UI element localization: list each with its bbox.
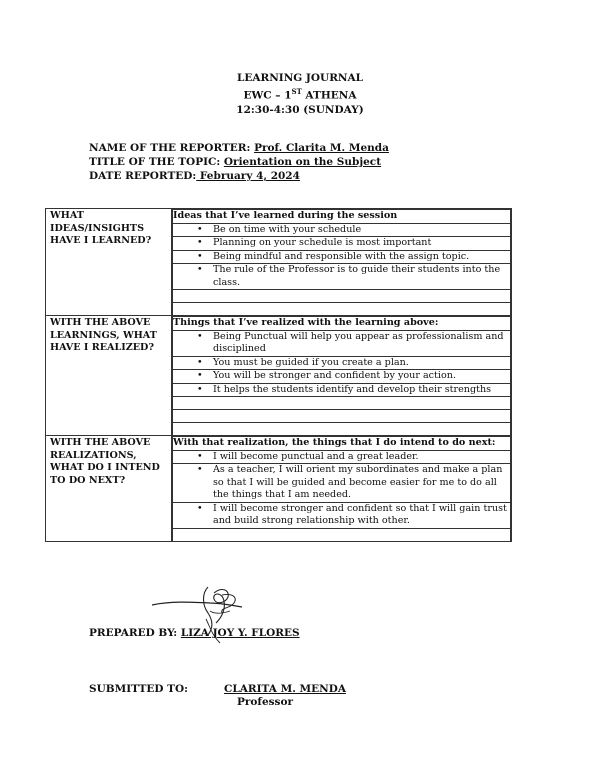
question-cell: WITH THE ABOVE REALIZATIONS, WHAT DO I INTEND TO DO NEXT? (46, 436, 172, 542)
recipient-title: Professor (237, 696, 293, 708)
section-heading: With that realization, the things that I do intend to do next: (173, 437, 511, 451)
document-header (0, 71, 600, 117)
question-cell: WITH THE ABOVE LEARNINGS, WHAT HAVE I REALIZED? (46, 316, 172, 436)
journal-table (45, 208, 512, 542)
report-meta (89, 141, 389, 183)
answer-cell (172, 316, 512, 436)
section-heading: Ideas that I’ve learned during the session (173, 210, 511, 224)
section-learned (46, 209, 512, 316)
list-item: • As a teacher, I will orient my subordinates and make a plan so that I will be guided and become easier for me to do all the things that I am needed. (173, 464, 511, 503)
list-item: • I will become punctual and a great leader. (173, 450, 511, 464)
list-item: • Being mindful and responsible with the assign topic. (173, 250, 511, 264)
list-item: • Being Punctual will help you appear as professionalism and disciplined (173, 330, 511, 356)
reporter-name: Prof. Clarita M. Menda (254, 142, 389, 154)
answer-cell (172, 209, 512, 316)
blank-row (173, 528, 511, 541)
reporter-line: NAME OF THE REPORTER: Prof. Clarita M. Menda (89, 142, 389, 154)
list-item: • I will become stronger and confident so that I will gain trust and build strong relationship with other. (173, 502, 511, 528)
topic-line: TITLE OF THE TOPIC: Orientation on the Subject (89, 156, 382, 168)
submitted-to-label: SUBMITTED TO: (89, 683, 189, 695)
header-title: LEARNING JOURNAL (236, 72, 364, 84)
blank-row (173, 303, 511, 316)
header-class: EWC – 1ST ATHENA (243, 87, 357, 102)
question-cell: WHAT IDEAS/INSIGHTS HAVE I LEARNED? (46, 209, 172, 316)
section-heading: Things that I’ve realized with the learning above: (173, 317, 511, 331)
list-item: • Be on time with your schedule (173, 223, 511, 237)
blank-row (173, 410, 511, 423)
prepared-by: PREPARED BY: LIZA JOY Y. FLORES (89, 627, 300, 639)
list-item: • You must be guided if you create a plan. (173, 356, 511, 370)
report-date: February 4, 2024 (196, 170, 300, 182)
blank-row (173, 423, 511, 436)
preparer-name: LIZA JOY Y. FLORES (180, 627, 300, 639)
list-item: • You will be stronger and confident by your action. (173, 370, 511, 384)
date-line: DATE REPORTED: February 4, 2024 (89, 170, 300, 182)
list-item: • It helps the students identify and develop their strengths (173, 383, 511, 397)
blank-row (173, 397, 511, 410)
section-realized (46, 316, 512, 436)
list-item: • Planning on your schedule is most important (173, 237, 511, 251)
section-intend (46, 436, 512, 542)
header-schedule: 12:30-4:30 (SUNDAY) (236, 103, 364, 116)
blank-row (173, 290, 511, 303)
answer-cell (172, 436, 512, 542)
recipient-name: CLARITA M. MENDA (224, 683, 346, 695)
list-item: • The rule of the Professor is to guide their students into the class. (173, 264, 511, 290)
topic-title: Orientation on the Subject (223, 156, 382, 168)
